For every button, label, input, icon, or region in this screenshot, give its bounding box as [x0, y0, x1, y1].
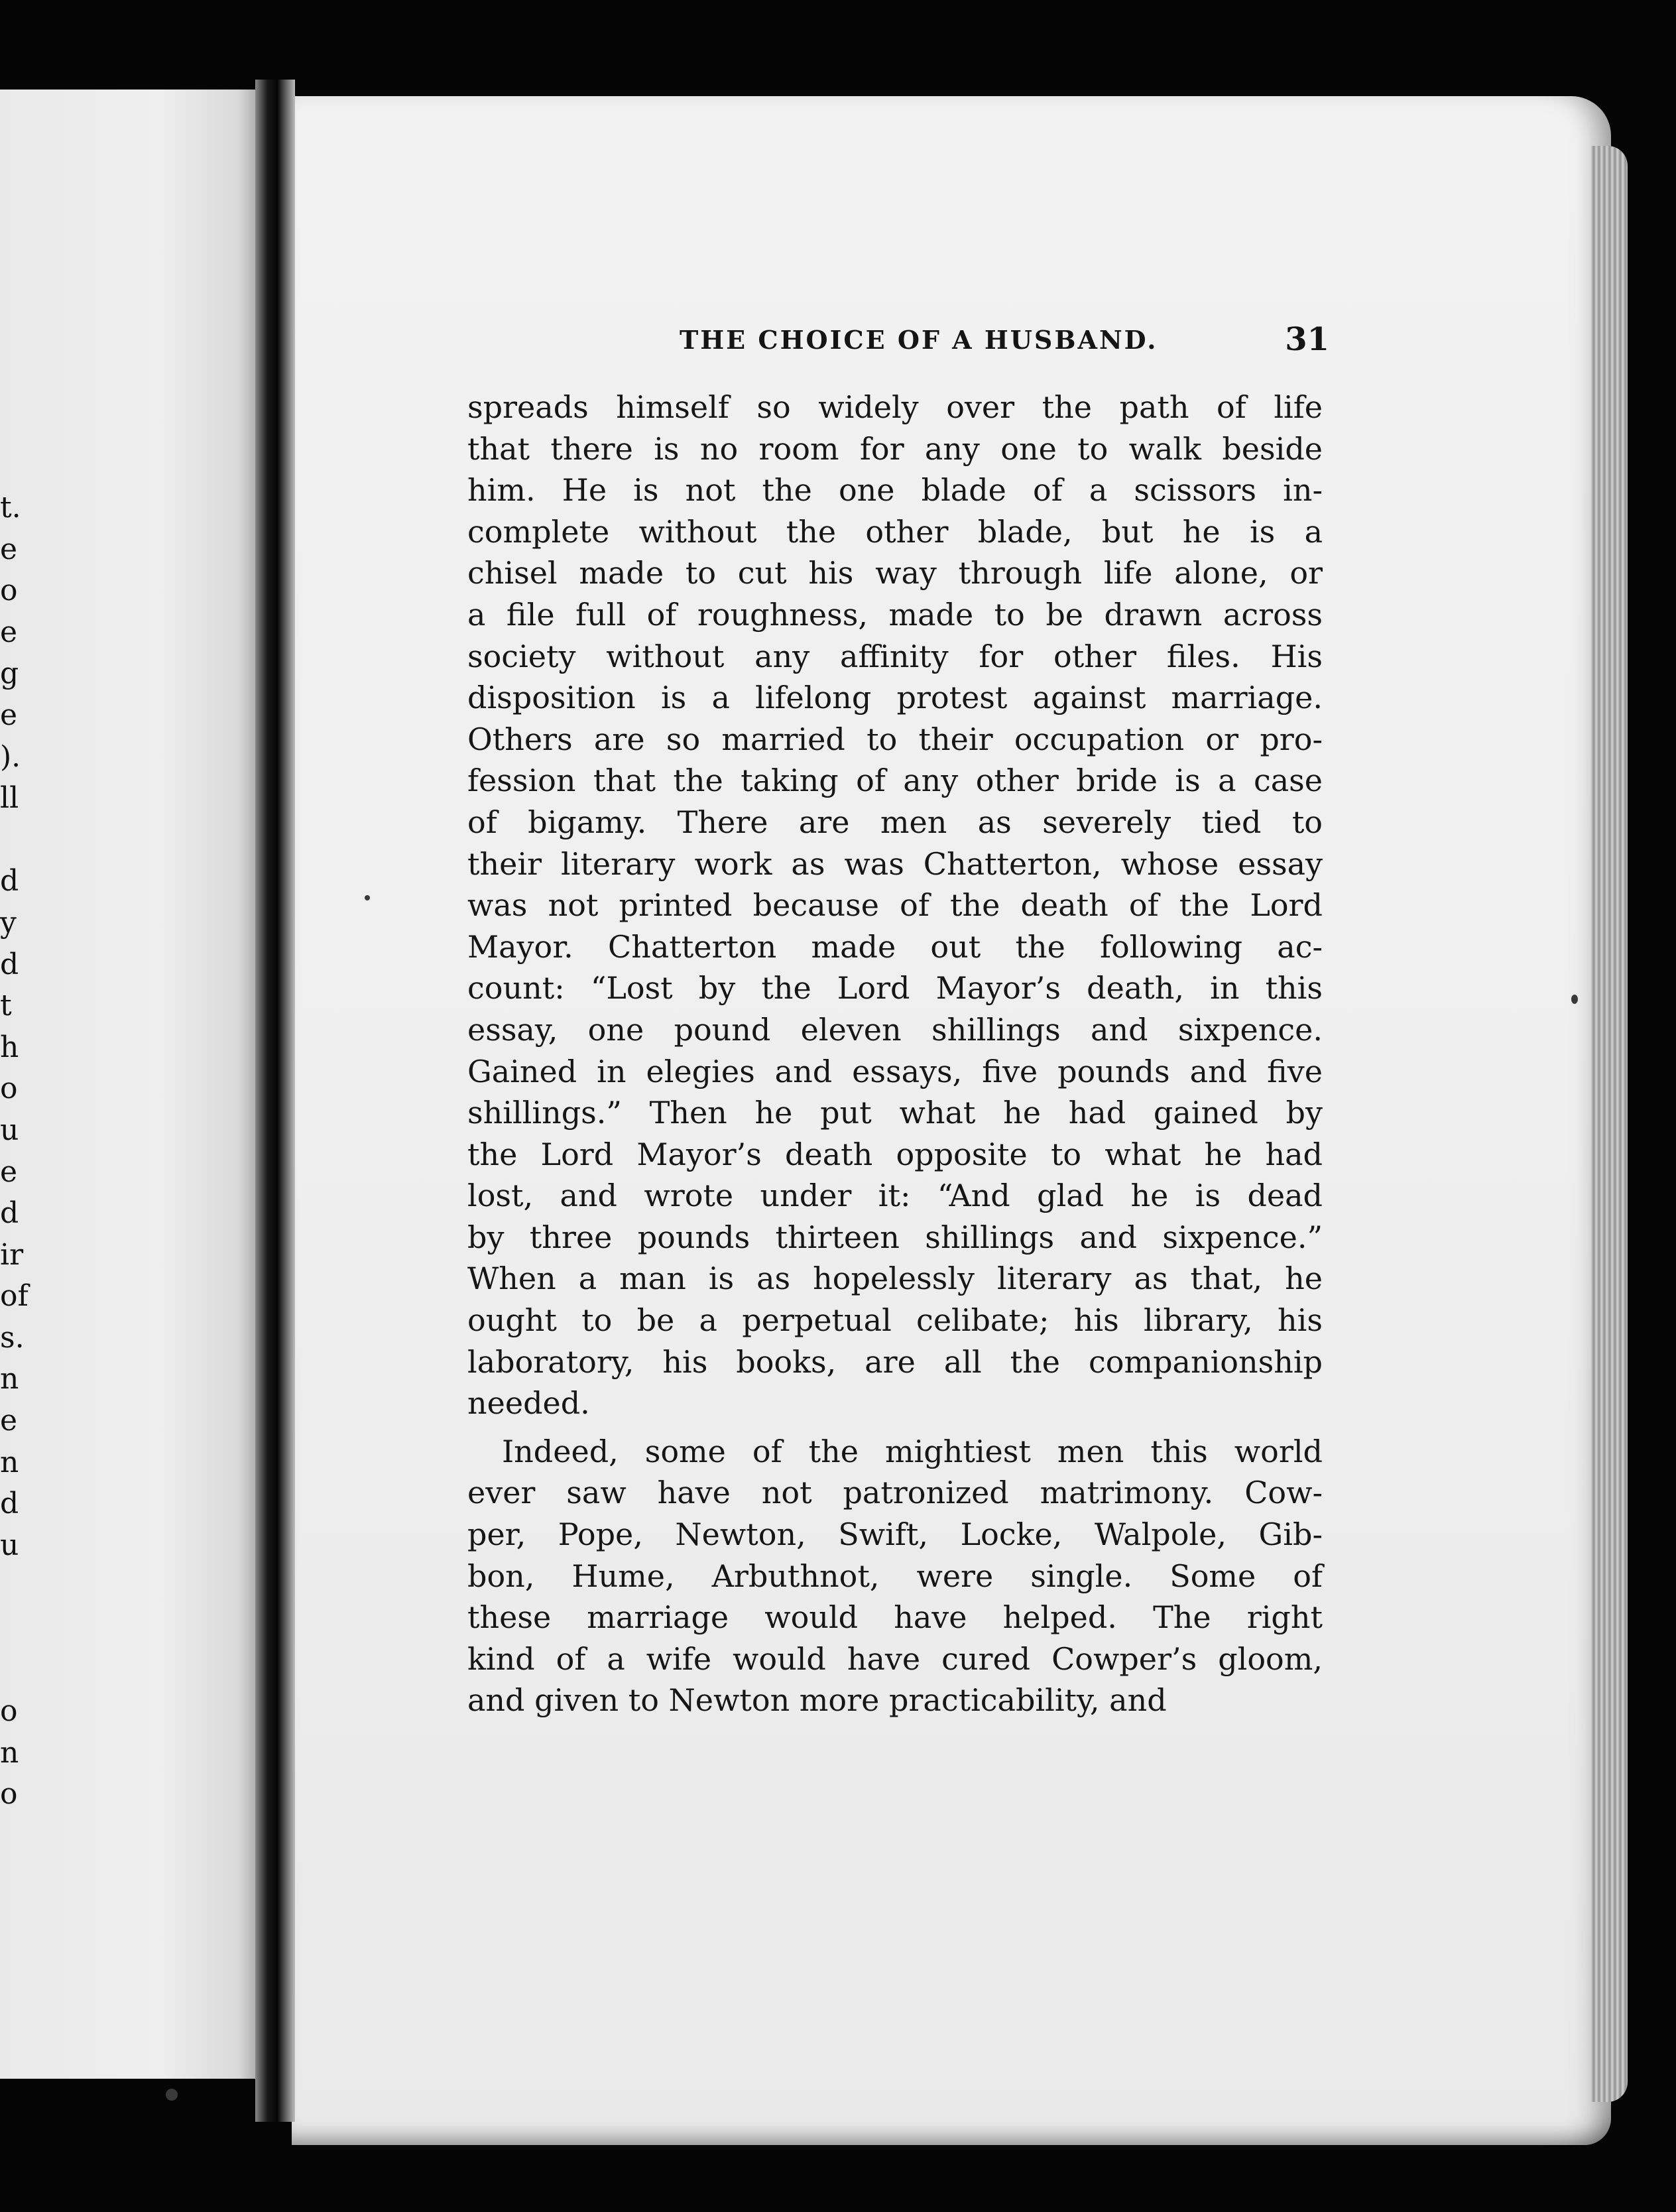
- text-line: ought to be a perpetual celibate; his library, his: [467, 1302, 1323, 1339]
- text-line: Others are so married to their occupation or pro-: [467, 721, 1323, 757]
- left-page-fragment: e: [0, 532, 18, 566]
- left-page-fragment: g: [0, 656, 19, 691]
- text-line: spreads himself so widely over the path of life: [467, 389, 1323, 425]
- left-page-fragment: o: [0, 1777, 18, 1812]
- text-line: kind of a wife would have cured Cowper’s gloom,: [467, 1640, 1323, 1677]
- left-page-fragment: ir: [0, 1237, 24, 1272]
- left-page-fragment: [0, 1566, 20, 1608]
- text-line: chisel made to cut his way through life alone, or: [467, 555, 1323, 591]
- text-line: complete without the other blade, but he is a: [467, 513, 1323, 550]
- text-line: by three pounds thirteen shillings and sixpence.”: [467, 1219, 1323, 1255]
- left-page-fragment: d: [0, 1487, 19, 1521]
- left-page-fragment: n: [0, 1362, 19, 1396]
- paper-speck: [365, 895, 370, 900]
- text-line: society without any affinity for other files. His: [467, 638, 1323, 674]
- left-page-fragment: of: [0, 1279, 29, 1314]
- left-page-fragment: e: [0, 1154, 18, 1189]
- left-page-fragment: d: [0, 947, 19, 981]
- left-page-fragment: o: [0, 1072, 18, 1106]
- left-page-fragment: ).: [0, 739, 21, 774]
- left-page-fragment: e: [0, 1404, 18, 1438]
- text-line: that there is no room for any one to walk beside: [467, 430, 1323, 467]
- text-line: a file full of roughness, made to be drawn across: [467, 596, 1323, 633]
- paper-speck: [166, 2089, 178, 2101]
- paragraph-1: [467, 387, 1323, 1424]
- text-line: him. He is not the one blade of a scissors in-: [467, 472, 1323, 509]
- text-line: essay, one pound eleven shillings and sixpence.: [467, 1011, 1323, 1048]
- text-line: lost, and wrote under it: “And glad he is dead: [467, 1178, 1323, 1214]
- left-page-fragment: o: [0, 574, 18, 608]
- left-page-fragment: e: [0, 615, 18, 649]
- text-line: their literary work as was Chatterton, whose essay: [467, 845, 1323, 882]
- body-text: [467, 387, 1323, 1721]
- left-page-fragment: o: [0, 1694, 18, 1729]
- left-page-fragment: s.: [0, 1320, 25, 1355]
- text-line: and given to Newton more practicability, and: [467, 1682, 1167, 1719]
- paper-speck: [1571, 995, 1578, 1004]
- text-line: bon, Hume, Arbuthnot, were single. Some of: [467, 1558, 1323, 1594]
- text-line: Indeed, some of the mightiest men this world: [502, 1433, 1323, 1469]
- text-line: Mayor. Chatterton made out the following ac-: [467, 928, 1323, 965]
- text-line: ever saw have not patronized matrimony. Cow-: [467, 1475, 1323, 1511]
- left-page-fragment: t: [0, 989, 12, 1023]
- text-line: shillings.” Then he put what he had gained by: [467, 1095, 1323, 1131]
- text-line: count: “Lost by the Lord Mayor’s death, in this: [467, 970, 1323, 1007]
- left-page-text-fragments: [0, 487, 29, 1815]
- page-number: 31: [1285, 321, 1329, 358]
- running-head: [680, 321, 1329, 371]
- text-line: needed.: [467, 1385, 590, 1422]
- left-page-fragment: t.: [0, 491, 21, 524]
- left-page-fragment: [0, 1608, 20, 1650]
- paragraph-2: [467, 1431, 1323, 1721]
- left-page-fragment: d: [0, 1196, 19, 1231]
- text-line: When a man is as hopelessly literary as that, he: [467, 1260, 1323, 1297]
- text-line: disposition is a lifelong protest against marriage.: [467, 680, 1323, 716]
- left-page-fragment: ll: [0, 781, 19, 816]
- running-title: THE CHOICE OF A HUSBAND.: [680, 325, 1158, 355]
- left-page-fragment: u: [0, 1113, 19, 1147]
- left-page-fragment: [0, 1650, 20, 1691]
- left-page-fragment: h: [0, 1030, 19, 1064]
- left-page-fragment: e: [0, 698, 18, 732]
- text-line: Gained in elegies and essays, five pounds and five: [467, 1053, 1323, 1089]
- text-line: the Lord Mayor’s death opposite to what he had: [467, 1136, 1323, 1172]
- text-line: laboratory, his books, are all the companionship: [467, 1343, 1323, 1380]
- left-page-fragment: u: [0, 1528, 19, 1562]
- text-line: per, Pope, Newton, Swift, Locke, Walpole, Gib-: [467, 1516, 1323, 1553]
- left-page-fragment: n: [0, 1445, 19, 1479]
- left-page-fragment: d: [0, 864, 19, 898]
- text-line: these marriage would have helped. The right: [467, 1599, 1323, 1636]
- left-facing-page: [0, 90, 265, 2079]
- text-line: fession that the taking of any other bride is a case: [467, 763, 1323, 799]
- left-page-fragment: n: [0, 1735, 19, 1770]
- left-page-fragment: y: [0, 905, 17, 940]
- left-page-fragment: [0, 820, 20, 861]
- text-line: was not printed because of the death of the Lord: [467, 887, 1323, 924]
- book-gutter: [255, 80, 295, 2122]
- page-edges: [1591, 146, 1628, 2102]
- text-line: of bigamy. There are men as severely tied to: [467, 804, 1323, 840]
